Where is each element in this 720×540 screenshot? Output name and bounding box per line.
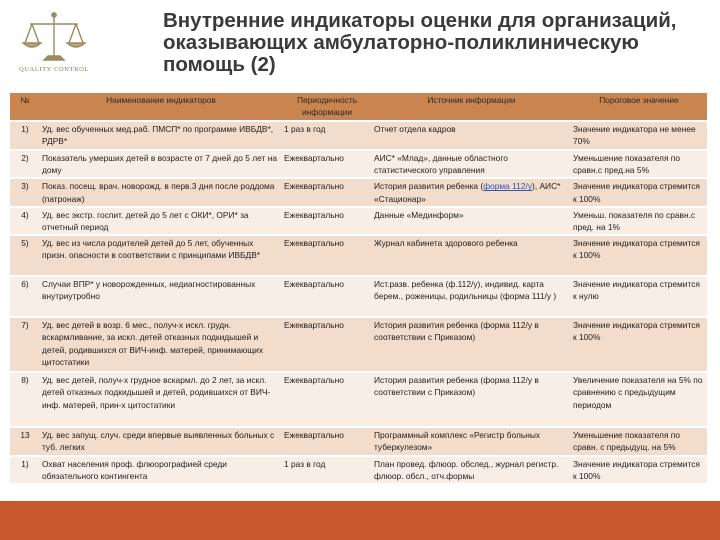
periodicity: Ежеквартально	[282, 276, 372, 317]
source-text-before: История развития ребенка (	[374, 181, 484, 192]
indicator-name: Уд. вес обученных мед.раб. ПМСП* по программе ИВБДВ*, РДРВ*	[40, 121, 282, 150]
threshold-value: Значение индикатора стремится к 100%	[571, 317, 707, 372]
indicator-name: Уд. вес из числа родителей детей до 5 лет, обученных призн. опасности в соответствии с принципами ИВБДВ*	[40, 235, 282, 276]
threshold-value: Уменьшение показателя по сравн. с предыдущ. на 5%	[571, 427, 707, 455]
header-source: Источник информации	[372, 93, 571, 121]
logo-text: QUALITY CONTROL	[19, 66, 89, 73]
table-row	[10, 235, 707, 276]
page-title: Внутренние индикаторы оценки для организаций, оказывающих амбулаторно-поликлиническую помощь (2)	[163, 9, 677, 76]
information-source: История развития ребенка (форма 112/у в соответствии с Приказом)	[372, 317, 571, 372]
row-number: 6)	[10, 276, 40, 317]
periodicity: 1 раз в год	[282, 456, 372, 483]
periodicity: Ежеквартально	[282, 372, 372, 427]
periodicity: Ежеквартально	[282, 150, 372, 178]
threshold-value: Значение индикатора стремится к 100%	[571, 456, 707, 483]
table-row	[10, 317, 707, 372]
header-indicator-name: Наименование индикаторов	[40, 93, 282, 121]
threshold-value: Значение индикатора стремится к нулю	[571, 276, 707, 317]
table-row	[10, 150, 707, 178]
table-header-row	[10, 93, 707, 121]
row-number: 5)	[10, 235, 40, 276]
information-source: План провед. флюор. обслед., журнал регистр. флюор. обсл., отч.формы	[372, 456, 571, 483]
row-number: 3)	[10, 178, 40, 206]
periodicity: Ежеквартально	[282, 427, 372, 455]
information-source: АИС* «Млад», данные областного статистического управления	[372, 150, 571, 178]
indicator-name: Уд. вес детей, получ-х грудное вскармл. до 2 лет, за искл. детей отказных подкидышей и детей, родившихся от ВИЧ-инф. матерей, прин-х цитостатики	[40, 372, 282, 427]
periodicity: Ежеквартально	[282, 178, 372, 206]
information-source: Отчет отдела кадров	[372, 121, 571, 150]
threshold-value: Увеличение показателя на 5% по сравнению с предыдущим периодом	[571, 372, 707, 427]
threshold-value: Значение индикатора стремится к 100%	[571, 235, 707, 276]
periodicity: Ежеквартально	[282, 207, 372, 235]
source-text-after: ), АИС* «Стационар»	[374, 181, 561, 204]
periodicity: 1 раз в год	[282, 121, 372, 150]
table-row	[10, 372, 707, 427]
scales-icon	[14, 10, 94, 66]
periodicity: Ежеквартально	[282, 317, 372, 372]
threshold-value: Значение индикатора не менее 70%	[571, 121, 707, 150]
row-number: 1)	[10, 121, 40, 150]
table-row	[10, 207, 707, 235]
indicator-name: Показатель умерших детей в возрасте от 7 дней до 5 лет на дому	[40, 150, 282, 178]
threshold-value: Уменьш. показателя по сравн.с пред. на 1%	[571, 207, 707, 235]
table-row	[10, 427, 707, 455]
table-row	[10, 456, 707, 483]
information-source: Журнал кабинета здорового ребенка	[372, 235, 571, 276]
header-threshold: Пороговое значение	[571, 93, 707, 121]
table-row	[10, 178, 707, 206]
row-number: 4)	[10, 207, 40, 235]
indicator-name: Показ. посещ. врач. новорожд. в перв.3 дня после роддома (патронаж)	[40, 178, 282, 206]
row-number: 2)	[10, 150, 40, 178]
indicator-name: Случаи ВПР* у новорожденных, недиагностированных внутриутробно	[40, 276, 282, 317]
row-number: 13	[10, 427, 40, 455]
threshold-value: Значение индикатора стремится к 100%	[571, 178, 707, 206]
information-source	[372, 178, 571, 206]
header-number: №	[10, 93, 40, 121]
indicator-name: Охват населения проф. флюорографией среди обязательного контингента	[40, 456, 282, 483]
row-number: 7)	[10, 317, 40, 372]
form-112-link[interactable]: форма 112/у	[483, 181, 533, 192]
threshold-value: Уменьшение показателя по сравн.с пред.на 5%	[571, 150, 707, 178]
row-number: 8)	[10, 372, 40, 427]
indicator-name: Уд. вес детей в возр. 6 мес., получ-х искл. грудн. вскармливание, за искл. детей отказных подкидышей и детей, родившихся от ВИЧ-инф. матерей, принимающих цитостатики	[40, 317, 282, 372]
table-row	[10, 276, 707, 317]
information-source: Данные «Мединформ»	[372, 207, 571, 235]
information-source: Программный комплекс «Регистр больных туберкулезом»	[372, 427, 571, 455]
information-source: История развития ребенка (форма 112/у в соответствии с Приказом)	[372, 372, 571, 427]
footer-bar	[0, 501, 720, 540]
logo	[14, 10, 94, 76]
indicators-table	[10, 93, 707, 483]
indicator-name: Уд. вес запущ. случ. среди впервые выявленных больных с туб. легких	[40, 427, 282, 455]
indicator-name: Уд. вес экстр. госпит. детей до 5 лет с ОКИ*, ОРИ* за отчетный период	[40, 207, 282, 235]
periodicity: Ежеквартально	[282, 235, 372, 276]
row-number: 1)	[10, 456, 40, 483]
header-periodicity: Периодичность информации	[282, 93, 372, 121]
information-source: Ист.разв. ребенка (ф.112/у), индивид. карта берем., роженицы, родильницы (форма 111/у )	[372, 276, 571, 317]
table-row	[10, 121, 707, 150]
